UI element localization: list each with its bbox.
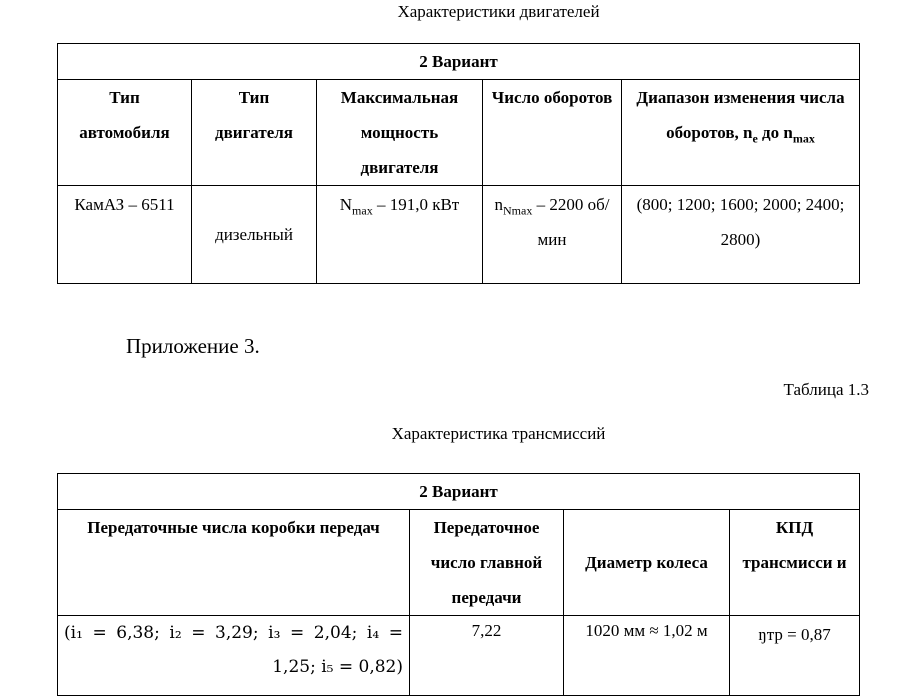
header-wheel-diameter: Диаметр колеса <box>564 510 730 616</box>
header-rpm-range: Диапазон изменения числа оборотов, $n_e$ до $n_{max}$ <box>622 80 860 186</box>
table2-title: Характеристика трансмиссий <box>391 424 606 443</box>
cell-gear-ratios: (i₁ = 6,38; i₂ = 3,29; i₃ = 2,04; i₄ = 1,25; i₅ = 0,82) <box>58 616 410 696</box>
header-engine-type: Тип двигателя <box>192 80 317 186</box>
cell-rpm: $n_{Nmax} - 2200$ об/мин <box>483 186 622 284</box>
header-max-power: Максимальная мощность двигателя <box>317 80 483 186</box>
appendix-heading: Приложение 3. <box>126 334 260 358</box>
table-label: Таблица 1.3 <box>783 380 869 399</box>
header-rpm: Число оборотов <box>483 80 622 186</box>
engine-characteristics-table <box>57 43 860 284</box>
cell-car: КамАЗ – 6511 <box>58 186 192 284</box>
transmission-characteristics-table <box>57 473 860 696</box>
header-main-ratio: Передаточное число главной передачи <box>410 510 564 616</box>
header-gear-ratios: Передаточные числа коробки передач <box>58 510 410 616</box>
header-car-type: Тип автомобиля <box>58 80 192 186</box>
cell-power: $N_{max} - 191,0$ кВт <box>317 186 483 284</box>
cell-engine: дизельный <box>192 186 317 284</box>
header-efficiency: КПД трансмисси и <box>730 510 860 616</box>
cell-efficiency: ŋтр = 0,87 <box>730 616 860 696</box>
cell-main-ratio: 7,22 <box>410 616 564 696</box>
table1-title: Характеристики двигателей <box>397 2 600 21</box>
table1-variant: 2 Вариант <box>58 44 860 80</box>
table2-variant: 2 Вариант <box>58 474 860 510</box>
cell-range: (800; 1200; 1600; 2000; 2400; 2800) <box>622 186 860 284</box>
cell-wheel: 1020 мм ≈ 1,02 м <box>564 616 730 696</box>
